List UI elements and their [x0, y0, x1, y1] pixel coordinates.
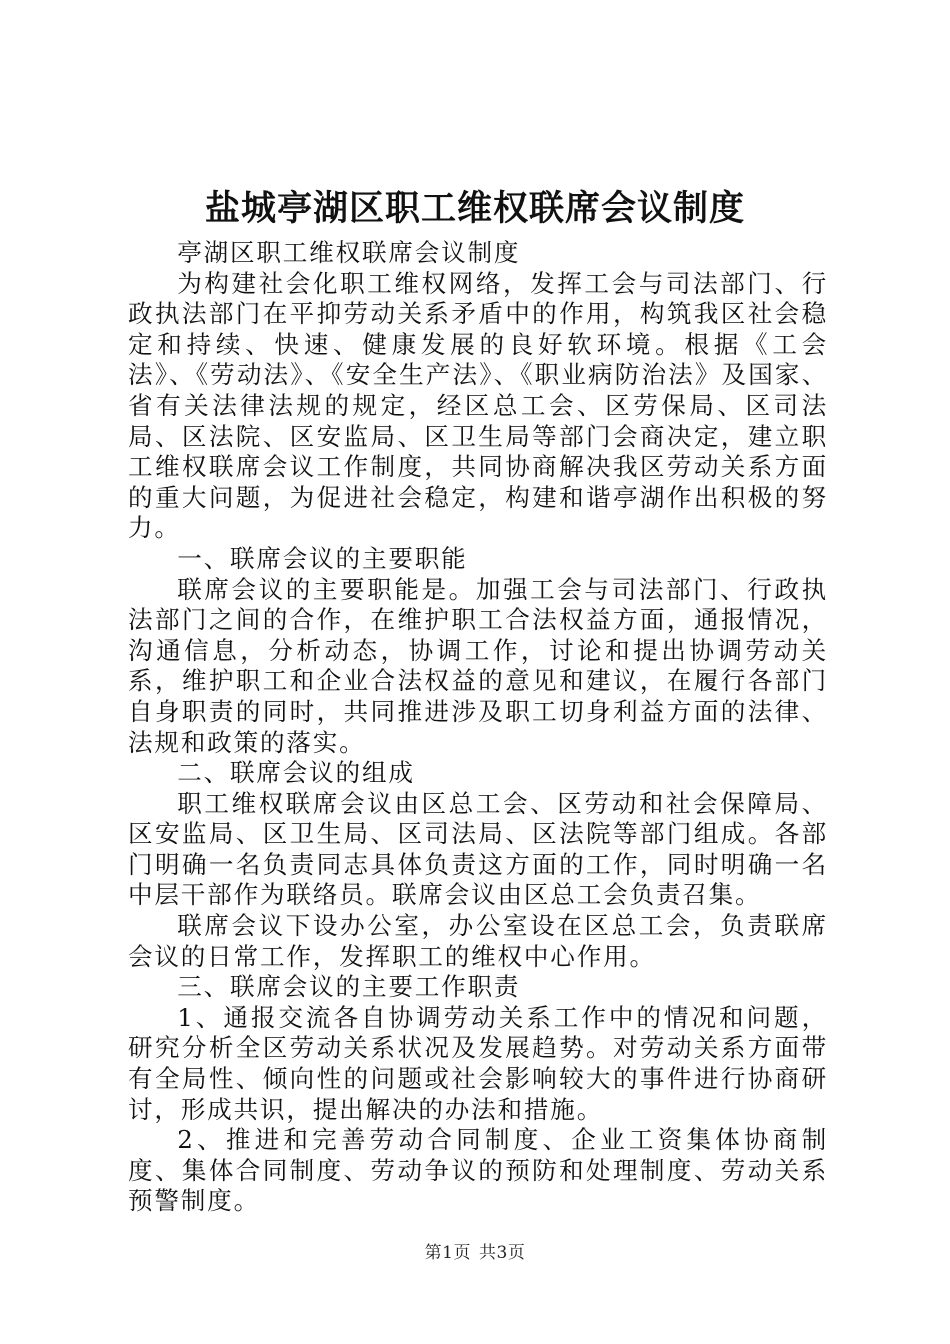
- section-1-paragraph: 联席会议的主要职能是。加强工会与司法部门、行政执法部门之间的合作，在维护职工合法权益方面，通报情况，沟通信息，分析动态，协调工作，讨论和提出协调劳动关系，维护职工和企业合法权益的意见和建议，在履行各部门自身职责的同时，共同推进涉及职工切身利益方面的法律、法规和政策的落实。: [128, 574, 828, 757]
- section-3-item-2: 2、推进和完善劳动合同制度、企业工资集体协商制度、集体合同制度、劳动争议的预防和处理制度、劳动关系预警制度。: [128, 1125, 828, 1216]
- section-heading-1: 一、联席会议的主要职能: [177, 543, 468, 573]
- page-total: 共3页: [479, 1243, 526, 1263]
- subtitle-paragraph: 亭湖区职工维权联席会议制度: [177, 238, 521, 267]
- section-heading-3: 三、联席会议的主要工作职责: [177, 972, 521, 1002]
- section-2-paragraph-1: 职工维权联席会议由区总工会、区劳动和社会保障局、区安监局、区卫生局、区司法局、区法院等部门组成。各部门明确一名负责同志具体负责这方面的工作，同时明确一名中层干部作为联络员。联席会议由区总工会负责召集。: [128, 788, 828, 910]
- document-body: [128, 238, 828, 1217]
- section-3-item-1: 1、通报交流各自协调劳动关系工作中的情况和问题，研究分析全区劳动关系状况及发展趋势。对劳动关系方面带有全局性、倾向性的问题或社会影响较大的事件进行协商研讨，形成共识，提出解决的办法和措施。: [128, 1002, 828, 1124]
- document-title: 盐城亭湖区职工维权联席会议制度: [204, 188, 745, 229]
- page-number: 第1页: [424, 1243, 471, 1263]
- section-2-paragraph-2: 联席会议下设办公室，办公室设在区总工会，负责联席会议的日常工作，发挥职工的维权中心作用。: [128, 911, 828, 971]
- page-footer: [0, 1242, 950, 1264]
- intro-paragraph: 为构建社会化职工维权网络，发挥工会与司法部门、行政执法部门在平抑劳动关系矛盾中的作用，构筑我区社会稳定和持续、快速、健康发展的良好软环境。根据《工会法》、《劳动法》、《安全生产法》、《职业病防治法》及国家、省有关法律法规的规定，经区总工会、区劳保局、区司法局、区法院、区安监局、区卫生局等部门会商决定，建立职工维权联席会议工作制度，共同协商解决我区劳动关系方面的重大问题，为促进社会稳定，构建和谐亭湖作出积极的努力。: [128, 268, 828, 543]
- section-heading-2: 二、联席会议的组成: [177, 758, 415, 788]
